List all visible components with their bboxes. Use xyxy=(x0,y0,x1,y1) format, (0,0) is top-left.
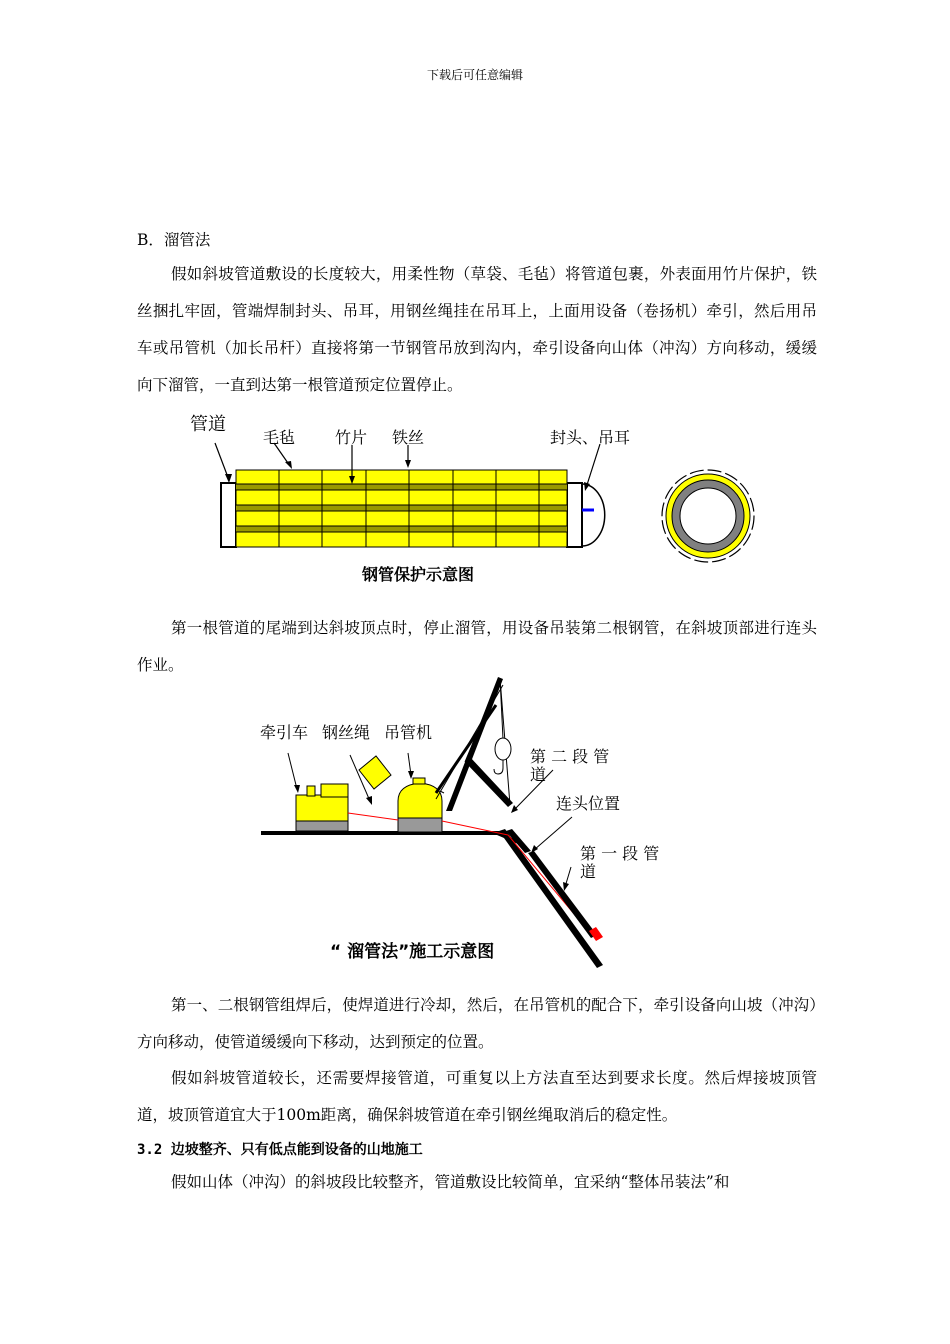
label-cap-lug: 封头、吊耳 xyxy=(550,428,631,447)
section-3-2-heading: 3.2 边坡整齐、只有低点能到设备的山地施工 xyxy=(137,1142,423,1158)
tractor-exhaust xyxy=(307,786,315,796)
label-second-pipe-line1: 第 二 段 管 xyxy=(530,747,610,766)
label-wire-rope: 钢丝绳 xyxy=(322,723,371,742)
paragraph-welding: 第一、二根钢管组焊后，使焊道进行冷却，然后，在吊管机的配合下，牵引设备向山坡（冲沟）方向移动，使管道缓缓向下移动，达到预定的位置。 xyxy=(137,996,817,1051)
pipelayer-track xyxy=(398,818,442,832)
lifting-lug xyxy=(582,484,605,546)
label-felt: 毛毡 xyxy=(263,428,296,447)
pipe-protection-diagram xyxy=(0,400,950,590)
crane-right-leg xyxy=(465,757,513,807)
section-b-paragraph: 假如斜坡管道敷设的长度较大，用柔性物（草袋、毛毡）将管道包裹，外表面用竹片保护，铁丝捆扎牢固，管端焊制封头、吊耳，用钢丝绳挂在吊耳上，上面用设备（卷扬机）牵引，然后用吊车或吊管机（加长吊杆）直接将第一节钢管吊放到沟内，牵引设备向山体（冲沟）方向移动，缓缓向下溜管，一直到达第一根管道预定位置停止。 xyxy=(137,265,817,394)
sliding-method-diagram xyxy=(0,665,950,975)
crane-hook-block xyxy=(495,738,511,760)
tractor-body xyxy=(296,795,348,821)
section-3-2-paragraph: 假如山体（冲沟）的斜坡段比较整齐，管道敷设比较简单，宜采纳“整体吊装法”和 xyxy=(171,1173,730,1191)
tractor-track xyxy=(296,821,348,831)
ground-line xyxy=(261,831,520,844)
label-first-pipe-line1: 第 一 段 管 xyxy=(580,844,660,863)
label-second-pipe-line2: 道 xyxy=(530,765,547,784)
band-1 xyxy=(236,484,567,490)
pipelayer-top xyxy=(413,778,425,784)
label-wire: 铁丝 xyxy=(392,428,425,447)
figure2-caption: “ 溜管法”施工示意图 xyxy=(330,942,495,962)
label-first-pipe-line2: 道 xyxy=(580,862,597,881)
page-header: 下载后可任意编辑 xyxy=(426,68,523,82)
left-end-cap xyxy=(221,483,236,547)
label-joint-position: 连头位置 xyxy=(556,794,621,813)
label-tractor: 牵引车 xyxy=(260,723,309,742)
pipelayer-body xyxy=(398,783,442,818)
winch-box xyxy=(359,756,391,789)
band-2 xyxy=(236,505,567,511)
crane-hook xyxy=(494,760,503,774)
paragraph-joint: 第一根管道的尾端到达斜坡顶点时，停止溜管，用设备吊装第二根钢管，在斜坡顶部进行连头作业。 xyxy=(137,619,817,674)
right-end-cap xyxy=(567,483,582,547)
band-3 xyxy=(236,526,567,532)
label-bamboo: 竹片 xyxy=(335,428,368,447)
paragraph-long-slope: 假如斜坡管道较长，还需要焊接管道，可重复以上方法直至达到要求长度。然后焊接坡顶管道，坡顶管道宜大于100m距离，确保斜坡管道在牵引钢丝绳取消后的稳定性。 xyxy=(137,1069,817,1124)
label-pipe: 管道 xyxy=(190,414,226,435)
section-b-title: B．溜管法 xyxy=(137,231,211,249)
label-pipelayer: 吊管机 xyxy=(384,723,433,742)
cross-section-bore xyxy=(680,488,736,544)
figure1-caption: 钢管保护示意图 xyxy=(362,565,475,584)
tractor-cab xyxy=(321,784,348,797)
